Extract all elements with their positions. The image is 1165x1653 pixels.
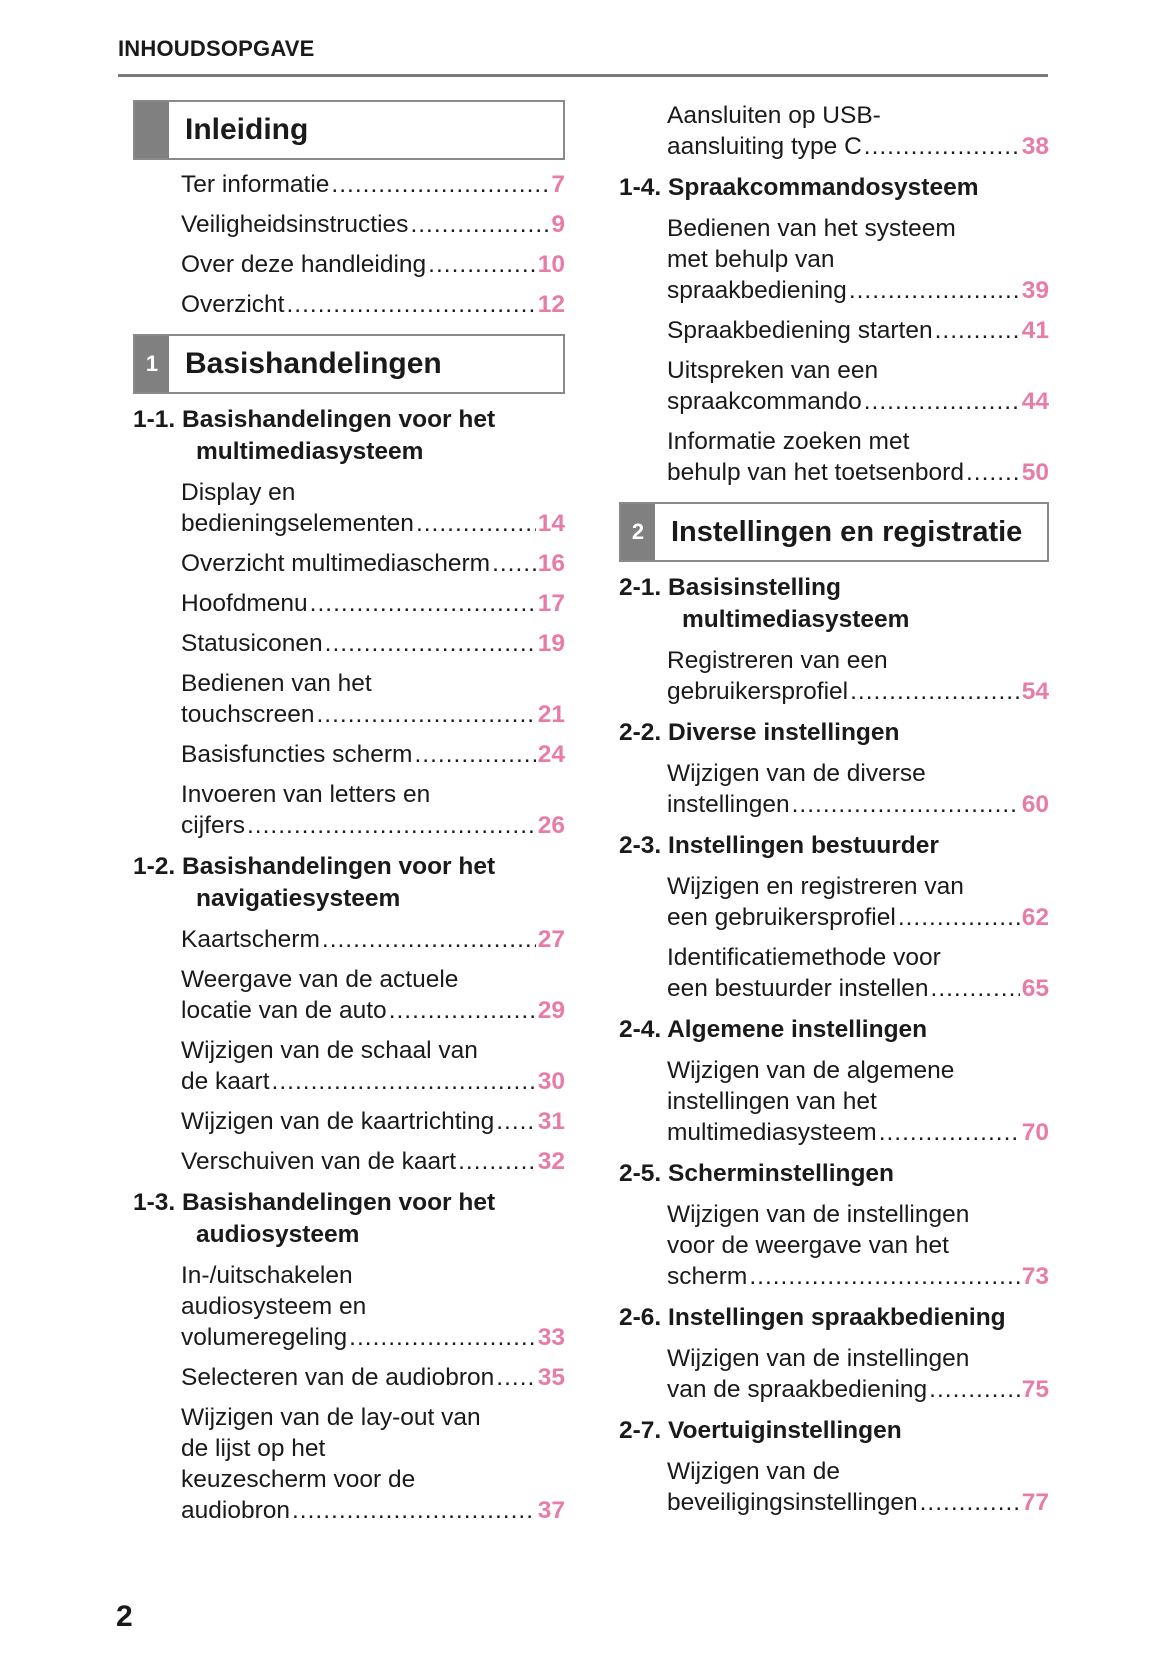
- toc-entry-text: Display en: [181, 479, 296, 506]
- dot-leader: [849, 275, 1020, 306]
- toc-entry-text: Wijzigen van de algemene: [667, 1057, 955, 1084]
- dot-leader: [331, 169, 549, 200]
- toc-entry-text: Bedienen van het: [181, 670, 372, 697]
- toc-entry[interactable]: [619, 213, 1049, 306]
- toc-entry[interactable]: [619, 1343, 1049, 1405]
- toc-entry[interactable]: [133, 588, 565, 619]
- toc-entry-last-line: [181, 739, 565, 770]
- toc-entry-text: Wijzigen van de diverse: [667, 760, 926, 787]
- toc-entry[interactable]: [133, 964, 565, 1026]
- toc-entry-text: In-/uitschakelen: [181, 1262, 353, 1289]
- toc-page-link[interactable]: 38: [1021, 133, 1049, 160]
- toc-entry-text: Veiligheidsinstructies: [181, 211, 409, 238]
- toc-page-link[interactable]: 39: [1021, 277, 1049, 304]
- toc-entry-last-line: [667, 131, 1049, 162]
- dot-leader: [792, 789, 1020, 820]
- toc-entry-text: van de spraakbediening: [667, 1376, 928, 1403]
- dot-leader: [931, 973, 1020, 1004]
- section-heading-2: [619, 502, 1049, 562]
- toc-entry-last-line: [181, 995, 565, 1026]
- toc-entry-last-line: [181, 289, 565, 320]
- subsection-heading: 1-2. Basishandelingen voor het navigatiesysteem: [133, 853, 496, 912]
- toc-entry-text: instellingen van het: [667, 1088, 877, 1115]
- dot-leader: [749, 1261, 1019, 1292]
- toc-entry-text: touchscreen: [181, 701, 315, 728]
- toc-page-link[interactable]: 65: [1021, 975, 1049, 1002]
- dot-leader: [935, 315, 1020, 346]
- toc-page-link[interactable]: 73: [1021, 1263, 1049, 1290]
- toc-entry-last-line: [181, 249, 565, 280]
- toc-entry[interactable]: [133, 548, 565, 579]
- subsection-heading: 2-2. Diverse instellingen: [619, 719, 900, 746]
- toc-entry-last-line: [181, 628, 565, 659]
- toc-entry-last-line: [181, 1495, 565, 1526]
- toc-entry[interactable]: [133, 169, 565, 200]
- page-header-title: INHOUDSOPGAVE: [118, 36, 315, 61]
- dot-leader: [850, 676, 1020, 707]
- toc-page-link[interactable]: 29: [537, 997, 565, 1024]
- toc-entry-text: Uitspreken van een: [667, 357, 879, 384]
- toc-entry[interactable]: [133, 477, 565, 539]
- toc-page-link[interactable]: 24: [537, 741, 565, 768]
- toc-entry-text: Wijzigen en registreren van: [667, 873, 964, 900]
- toc-entry-text: Wijzigen van de lay-out van: [181, 1404, 481, 1431]
- subsection-heading: 2-3. Instellingen bestuurder: [619, 832, 939, 859]
- subsection-heading: 1-1. Basishandelingen voor het multimediasysteem: [133, 406, 496, 465]
- toc-entry[interactable]: [133, 739, 565, 770]
- toc-entry[interactable]: [133, 209, 565, 240]
- toc-entry-text: de kaart: [181, 1068, 270, 1095]
- toc-entry-text: volumeregeling: [181, 1324, 348, 1351]
- dot-leader: [458, 1146, 536, 1177]
- page-number: 2: [116, 1600, 133, 1633]
- toc-entry-text: met behulp van: [667, 246, 835, 273]
- toc-page-link[interactable]: 19: [537, 630, 565, 657]
- dot-leader: [492, 548, 536, 579]
- toc-entry-text: de lijst op het: [181, 1435, 326, 1462]
- toc-entry-last-line: [181, 1322, 565, 1353]
- toc-entry-text: spraakbediening: [667, 277, 847, 304]
- dot-leader: [929, 1374, 1020, 1405]
- toc-entry-last-line: [667, 315, 1049, 346]
- toc-page-link[interactable]: 41: [1021, 317, 1049, 344]
- toc-page-link[interactable]: 77: [1021, 1489, 1049, 1516]
- toc-entry-last-line: [181, 588, 565, 619]
- toc-entry-text: audiobron: [181, 1497, 290, 1524]
- toc-entry-text: spraakcommando: [667, 388, 862, 415]
- toc-entry-text: Selecteren van de audiobron: [181, 1364, 495, 1391]
- toc-entry[interactable]: [133, 1146, 565, 1177]
- toc-entry-text: Over deze handleiding: [181, 251, 427, 278]
- dot-leader: [410, 209, 549, 240]
- toc-entry-last-line: [667, 676, 1049, 707]
- toc-entry-text: Aansluiten op USB-: [667, 102, 881, 129]
- dot-leader: [864, 386, 1020, 417]
- toc-entry-last-line: [667, 386, 1049, 417]
- subsection-heading: 1-3. Basishandelingen voor het audiosysteem: [133, 1189, 496, 1248]
- dot-leader: [414, 739, 535, 770]
- toc-entry[interactable]: [619, 645, 1049, 707]
- dot-leader: [286, 289, 535, 320]
- toc-entry-text: Registreren van een: [667, 647, 888, 674]
- toc-entry[interactable]: [619, 942, 1049, 1004]
- toc-entry-last-line: [667, 1117, 1049, 1148]
- section-heading-1: [133, 334, 565, 394]
- toc-entry-text: cijfers: [181, 812, 245, 839]
- toc-entry[interactable]: [133, 249, 565, 280]
- toc-entry-text: beveiligingsinstellingen: [667, 1489, 918, 1516]
- dot-leader: [416, 508, 536, 539]
- toc-entry-text: een gebruikersprofiel: [667, 904, 896, 931]
- section-heading-intro: [133, 100, 565, 160]
- toc-entry-text: instellingen: [667, 791, 790, 818]
- toc-entry-text: multimediasysteem: [667, 1119, 877, 1146]
- dot-leader: [879, 1117, 1020, 1148]
- toc-entry-text: Informatie zoeken met: [667, 428, 910, 455]
- dot-leader: [966, 457, 1020, 488]
- dot-leader: [325, 628, 536, 659]
- toc-entry[interactable]: [133, 1260, 565, 1353]
- toc-entry[interactable]: [133, 289, 565, 320]
- toc-page-link[interactable]: 54: [1021, 678, 1049, 705]
- toc-page-link[interactable]: 27: [537, 926, 565, 953]
- toc-entry-text: Wijzigen van de: [667, 1458, 840, 1485]
- toc-entry-text: aansluiting type C: [667, 133, 862, 160]
- toc-entry-text: locatie van de auto: [181, 997, 387, 1024]
- toc-page-link[interactable]: 33: [537, 1324, 565, 1351]
- toc-entry-text: bedieningselementen: [181, 510, 414, 537]
- dot-leader: [496, 1106, 536, 1137]
- section-title: Basishandelingen: [185, 347, 442, 380]
- toc-entry[interactable]: [133, 779, 565, 841]
- toc-entry-text: Wijzigen van de schaal van: [181, 1037, 478, 1064]
- toc-page-link[interactable]: 32: [537, 1148, 565, 1175]
- section-tab: [135, 102, 169, 158]
- toc-entry-text: audiosysteem en: [181, 1293, 367, 1320]
- toc-entry-text: Wijzigen van de kaartrichting: [181, 1108, 495, 1135]
- toc-entry-last-line: [181, 209, 565, 240]
- toc-entry[interactable]: [619, 871, 1049, 933]
- toc-entry-last-line: [667, 275, 1049, 306]
- toc-entry-text: een bestuurder instellen: [667, 975, 929, 1002]
- toc-entry[interactable]: [619, 1199, 1049, 1292]
- toc-page-link[interactable]: 16: [537, 550, 565, 577]
- toc-entry[interactable]: [619, 426, 1049, 488]
- subsection-heading: 2-5. Scherminstellingen: [619, 1160, 895, 1187]
- dot-leader: [349, 1322, 536, 1353]
- toc-entry-text: Wijzigen van de instellingen: [667, 1201, 970, 1228]
- toc-entry[interactable]: [133, 1106, 565, 1137]
- toc-entry-last-line: [181, 810, 565, 841]
- toc-page-link[interactable]: 62: [1021, 904, 1049, 931]
- toc-entry-text: behulp van het toetsenbord: [667, 459, 964, 486]
- toc-page-link[interactable]: 14: [537, 510, 565, 537]
- toc-entry[interactable]: [133, 1035, 565, 1097]
- toc-entry-text: Basisfuncties scherm: [181, 741, 413, 768]
- dot-leader: [272, 1066, 536, 1097]
- toc-entry[interactable]: [133, 668, 565, 730]
- dot-leader: [389, 995, 536, 1026]
- toc-entry[interactable]: [619, 1055, 1049, 1148]
- toc-entry-text: Spraakbediening starten: [667, 317, 933, 344]
- toc-entry-text: Ter informatie: [181, 171, 330, 198]
- dot-leader: [864, 131, 1020, 162]
- toc-entry-text: scherm: [667, 1263, 748, 1290]
- toc-entry-last-line: [181, 699, 565, 730]
- toc-page-link[interactable]: 70: [1021, 1119, 1049, 1146]
- dot-leader: [310, 588, 536, 619]
- toc-entry-last-line: [667, 902, 1049, 933]
- toc-entry-text: Wijzigen van de instellingen: [667, 1345, 970, 1372]
- subsection-heading: 2-4. Algemene instellingen: [619, 1016, 928, 1043]
- toc-entry[interactable]: [619, 315, 1049, 346]
- toc-page-link[interactable]: 75: [1021, 1376, 1049, 1403]
- dot-leader: [292, 1495, 536, 1526]
- toc-entry-last-line: [667, 1261, 1049, 1292]
- toc-entry-last-line: [181, 508, 565, 539]
- dot-leader: [496, 1362, 535, 1393]
- toc-entry-text: Hoofdmenu: [181, 590, 308, 617]
- toc-entry[interactable]: [619, 100, 1049, 162]
- toc-entry-text: Bedienen van het systeem: [667, 215, 956, 242]
- toc-entry-last-line: [667, 1487, 1049, 1518]
- toc-page-link[interactable]: 21: [537, 701, 565, 728]
- toc-left-column: [133, 100, 565, 1526]
- toc-page-link[interactable]: 37: [537, 1497, 565, 1524]
- section-title: Instellingen en registratie: [671, 515, 1023, 548]
- dot-leader: [247, 810, 536, 841]
- toc-entry-last-line: [181, 548, 565, 579]
- toc-entry-last-line: [181, 1362, 565, 1393]
- toc-entry[interactable]: [133, 628, 565, 659]
- toc-entry[interactable]: [619, 758, 1049, 820]
- section-title: Inleiding: [185, 113, 309, 146]
- toc-entry-last-line: [181, 169, 565, 200]
- subsection-heading: 2-6. Instellingen spraakbediening: [619, 1304, 1006, 1331]
- toc-entry-last-line: [667, 457, 1049, 488]
- toc-entry-text: Statusiconen: [181, 630, 323, 657]
- toc-page-link[interactable]: 30: [537, 1068, 565, 1095]
- toc-entry-last-line: [181, 1146, 565, 1177]
- toc-entry[interactable]: [619, 355, 1049, 417]
- toc-page-link[interactable]: 44: [1021, 388, 1049, 415]
- toc-page-link[interactable]: 17: [537, 590, 565, 617]
- toc-page-link[interactable]: 12: [537, 291, 565, 318]
- toc-entry-text: gebruikersprofiel: [667, 678, 849, 705]
- toc-page-link[interactable]: 10: [537, 251, 565, 278]
- toc-entry-text: Kaartscherm: [181, 926, 320, 953]
- toc-entry-text: Overzicht: [181, 291, 285, 318]
- toc-entry-text: Invoeren van letters en: [181, 781, 431, 808]
- toc-entry-last-line: [181, 924, 565, 955]
- toc-page-link[interactable]: 35: [537, 1364, 565, 1391]
- toc-entry-text: keuzescherm voor de: [181, 1466, 416, 1493]
- section-tab: 1: [135, 336, 169, 392]
- toc-page-link[interactable]: 60: [1021, 791, 1049, 818]
- toc-entry-last-line: [181, 1106, 565, 1137]
- toc-entry[interactable]: [133, 1362, 565, 1393]
- dot-leader: [316, 699, 535, 730]
- toc-entry-last-line: [667, 1374, 1049, 1405]
- toc-right-column: [619, 100, 1049, 1518]
- subsection-heading: 2-7. Voertuiginstellingen: [619, 1417, 902, 1444]
- toc-page-link[interactable]: 7: [551, 171, 565, 198]
- toc-page-link[interactable]: 31: [537, 1108, 565, 1135]
- subsection-heading: 1-4. Spraakcommandosysteem: [619, 174, 979, 201]
- dot-leader: [898, 902, 1020, 933]
- toc-entry-text: Weergave van de actuele: [181, 966, 459, 993]
- toc-entry-text: Identificatiemethode voor: [667, 944, 941, 971]
- subsection-heading: 2-1. Basisinstelling multimediasysteem: [619, 574, 910, 633]
- section-tab: 2: [621, 504, 655, 560]
- toc-entry-text: Verschuiven van de kaart: [181, 1148, 457, 1175]
- toc-entry[interactable]: [619, 1456, 1049, 1518]
- header-divider: [118, 74, 1048, 77]
- dot-leader: [920, 1487, 1020, 1518]
- toc-page-link[interactable]: 9: [551, 211, 565, 238]
- toc-entry-text: Overzicht multimediascherm: [181, 550, 491, 577]
- toc-entry[interactable]: [133, 1402, 565, 1526]
- dot-leader: [428, 249, 536, 280]
- toc-entry-last-line: [181, 1066, 565, 1097]
- toc-entry-last-line: [667, 973, 1049, 1004]
- toc-entry[interactable]: [133, 924, 565, 955]
- toc-entry-text: voor de weergave van het: [667, 1232, 949, 1259]
- dot-leader: [322, 924, 536, 955]
- toc-entry-last-line: [667, 789, 1049, 820]
- toc-page-link[interactable]: 50: [1021, 459, 1049, 486]
- toc-page-link[interactable]: 26: [537, 812, 565, 839]
